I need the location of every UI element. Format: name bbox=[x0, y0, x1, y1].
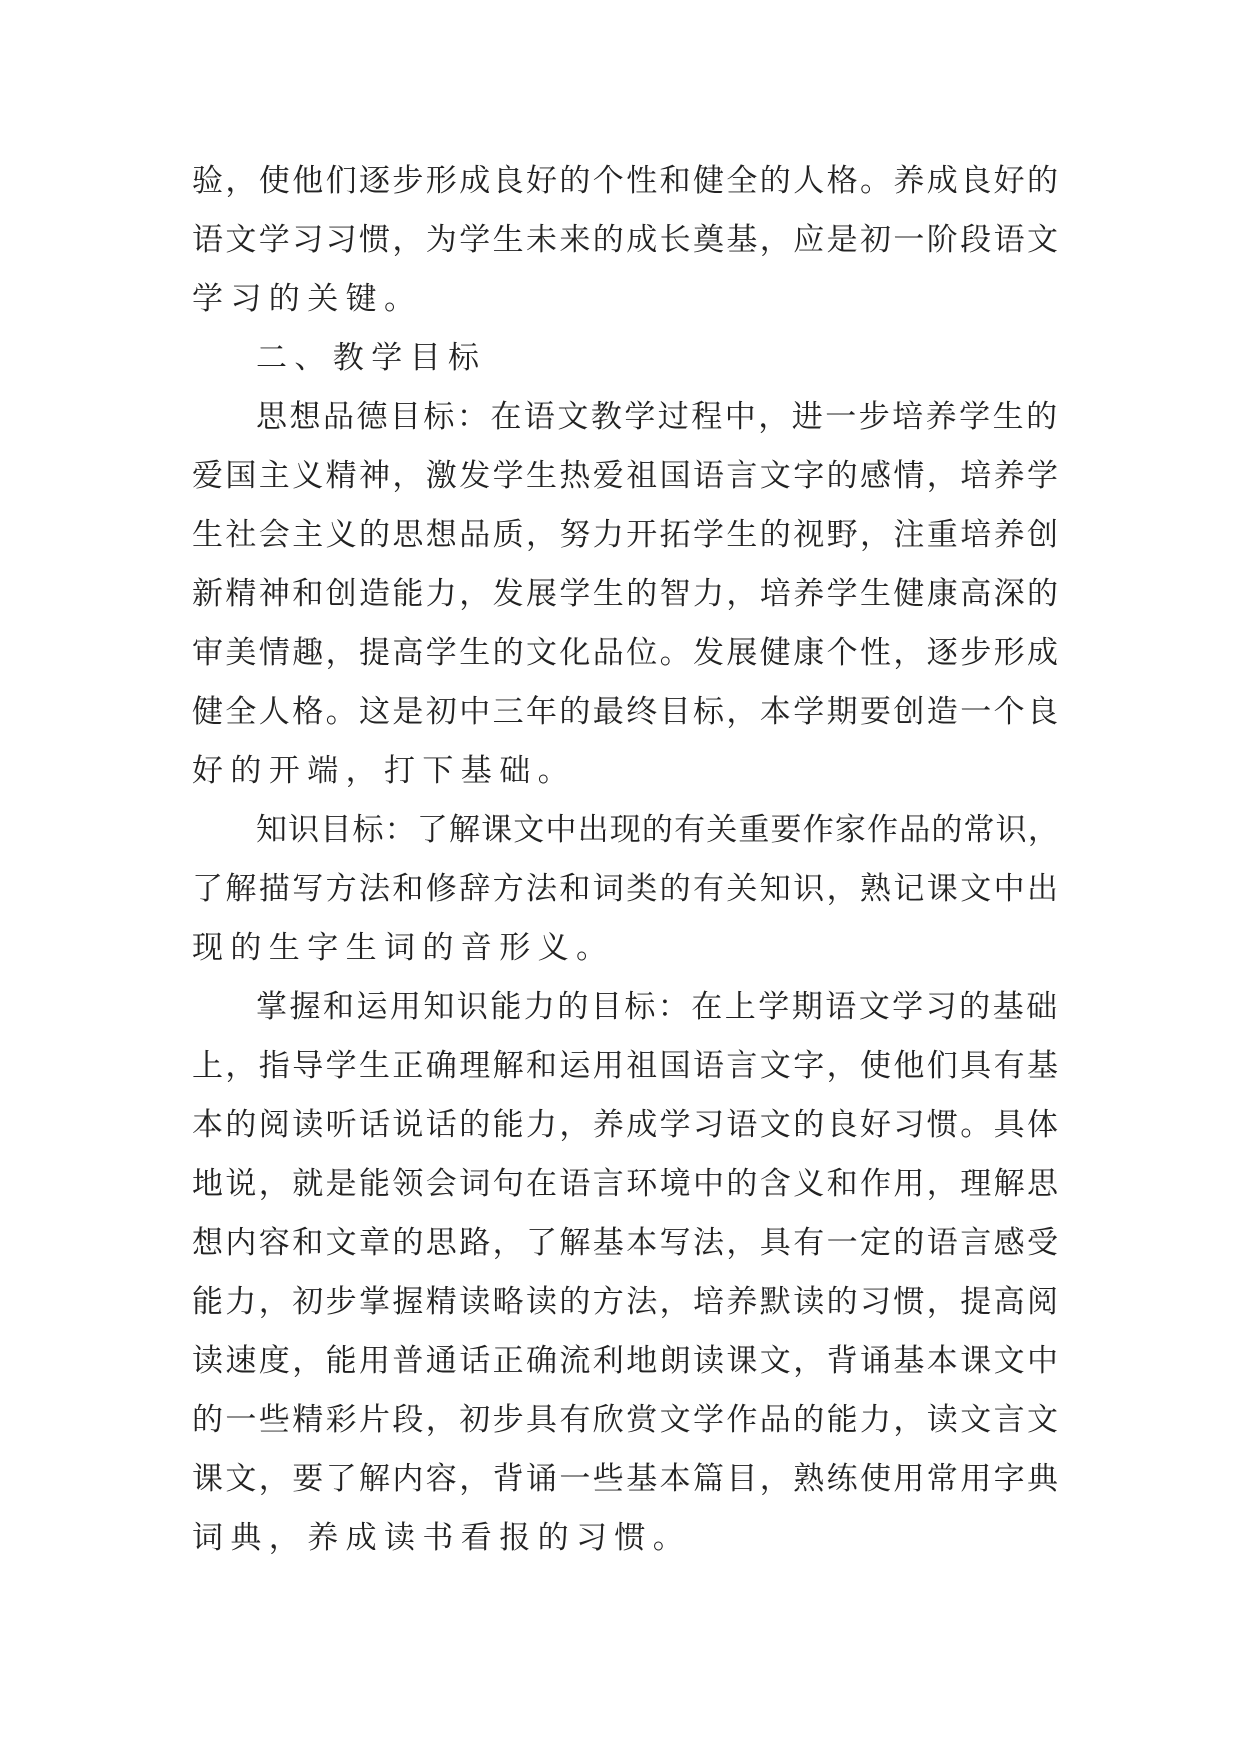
text-line: 健全人格。这是初中三年的最终目标，本学期要创造一个良 bbox=[192, 694, 1061, 730]
text-line: 了解描写方法和修辞方法和词类的有关知识，熟记课文中出 bbox=[192, 871, 1061, 907]
text-line: 验，使他们逐步形成良好的个性和健全的人格。养成良好的 bbox=[192, 163, 1061, 199]
text-line: 语文学习习惯，为学生未来的成长奠基，应是初一阶段语文 bbox=[192, 222, 1061, 258]
text-line: 审美情趣，提高学生的文化品位。发展健康个性，逐步形成 bbox=[192, 635, 1061, 671]
text-line: 想内容和文章的思路，了解基本写法，具有一定的语言感受 bbox=[192, 1225, 1061, 1261]
paragraph-first-line: 思想品德目标：在语文教学过程中，进一步培养学生的 bbox=[256, 399, 1060, 435]
text-line: 生社会主义的思想品质，努力开拓学生的视野，注重培养创 bbox=[192, 517, 1061, 553]
text-line: 好的开端，打下基础。 bbox=[192, 753, 576, 789]
text-line: 课文，要了解内容，背诵一些基本篇目，熟练使用常用字典 bbox=[192, 1461, 1061, 1497]
text-line: 能力，初步掌握精读略读的方法，培养默读的习惯，提高阅 bbox=[192, 1284, 1061, 1320]
document-body bbox=[192, 152, 1060, 1568]
paragraph-first-line: 二、教学目标 bbox=[256, 340, 487, 376]
text-line: 新精神和创造能力，发展学生的智力，培养学生健康高深的 bbox=[192, 576, 1061, 612]
paragraph-first-line: 掌握和运用知识能力的目标：在上学期语文学习的基础 bbox=[256, 989, 1060, 1025]
text-line: 词典，养成读书看报的习惯。 bbox=[192, 1520, 692, 1556]
text-line: 上，指导学生正确理解和运用祖国语言文字，使他们具有基 bbox=[192, 1048, 1061, 1084]
text-line: 现的生字生词的音形义。 bbox=[192, 930, 615, 966]
text-line: 读速度，能用普通话正确流利地朗读课文，背诵基本课文中 bbox=[192, 1343, 1061, 1379]
text-line: 爱国主义精神，激发学生热爱祖国语言文字的感情，培养学 bbox=[192, 458, 1061, 494]
text-line: 学习的关键。 bbox=[192, 281, 423, 317]
paragraph-first-line: 知识目标：了解课文中出现的有关重要作家作品的常识， bbox=[256, 812, 1060, 848]
text-line: 本的阅读听话说话的能力，养成学习语文的良好习惯。具体 bbox=[192, 1107, 1061, 1143]
text-line: 的一些精彩片段，初步具有欣赏文学作品的能力，读文言文 bbox=[192, 1402, 1061, 1438]
text-line: 地说，就是能领会词句在语言环境中的含义和作用，理解思 bbox=[192, 1166, 1061, 1202]
